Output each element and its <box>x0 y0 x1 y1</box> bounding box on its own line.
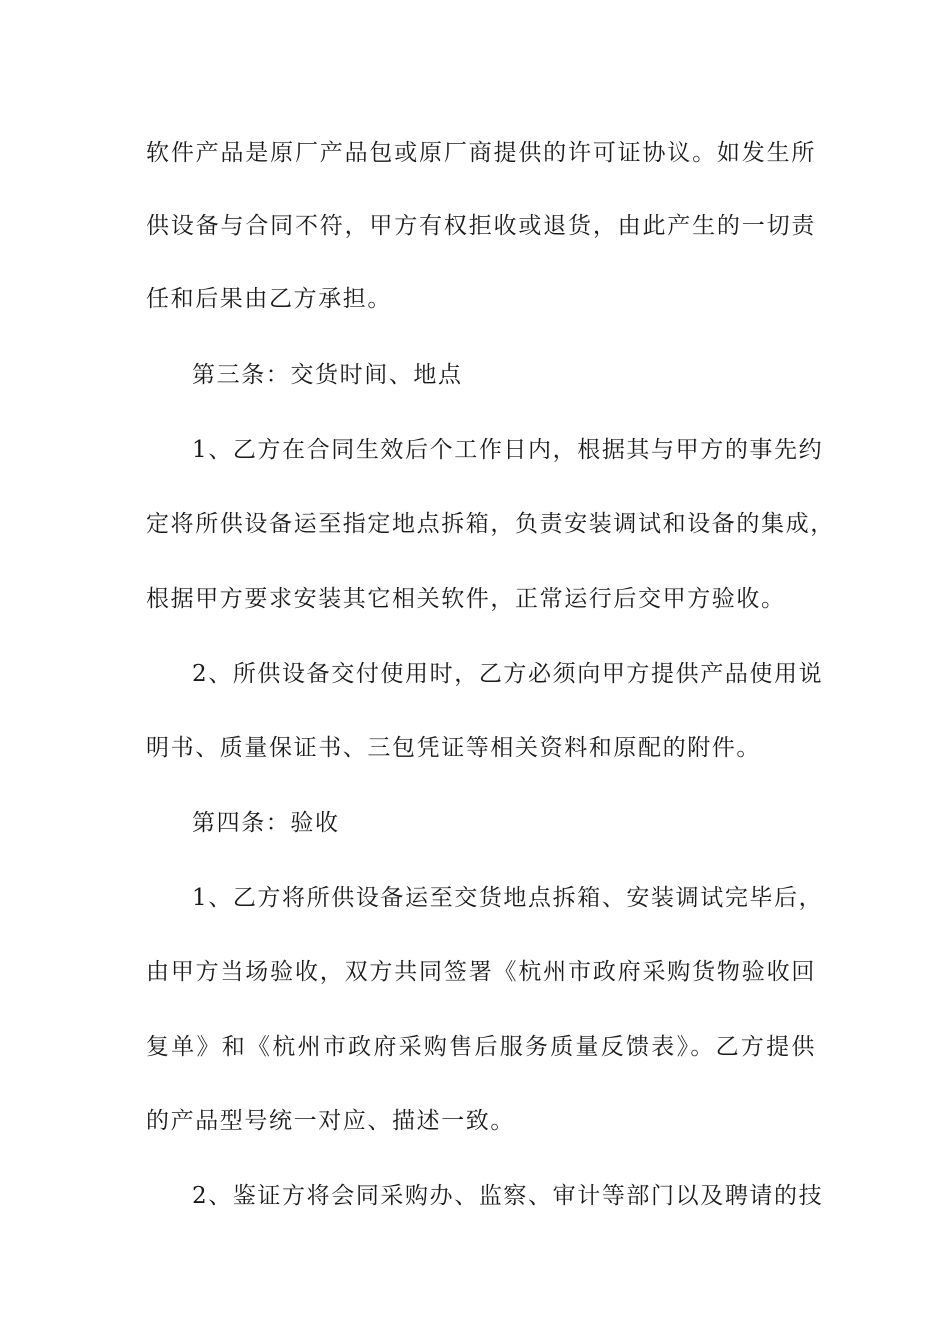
text-line: 根据甲方要求安装其它相关软件，正常运行后交甲方验收。 <box>146 586 786 612</box>
text-line: 明书、质量保证书、三包凭证等相关资料和原配的附件。 <box>146 735 761 761</box>
text-line: 1、乙方将所供设备运至交货地点拆箱、安装调试完毕后， <box>192 885 824 911</box>
text-line: 的产品型号统一对应、描述一致。 <box>146 1108 515 1134</box>
text-line: 复单》和《杭州市政府采购售后服务质量反馈表》。乙方提供 <box>146 1034 816 1060</box>
text-line: 2、鉴证方将会同采购办、监察、审计等部门以及聘请的技 <box>192 1183 824 1209</box>
section-heading: 第四条：验收 <box>192 810 340 836</box>
text-line: 软件产品是原厂产品包或原厂商提供的许可证协议。如发生所 <box>146 140 816 166</box>
text-line: 2、所供设备交付使用时，乙方必须向甲方提供产品使用说 <box>192 661 824 687</box>
text-line: 1、乙方在合同生效后个工作日内，根据其与甲方的事先约 <box>192 437 824 463</box>
text-line: 任和后果由乙方承担。 <box>146 286 392 312</box>
text-line: 由甲方当场验收，双方共同签署《杭州市政府采购货物验收回 <box>146 959 816 985</box>
section-heading: 第三条：交货时间、地点 <box>192 362 463 388</box>
text-line: 定将所供设备运至指定地点拆箱，负责安装调试和设备的集成， <box>146 511 835 537</box>
text-line: 供设备与合同不符，甲方有权拒收或退货，由此产生的一切责 <box>146 213 816 239</box>
